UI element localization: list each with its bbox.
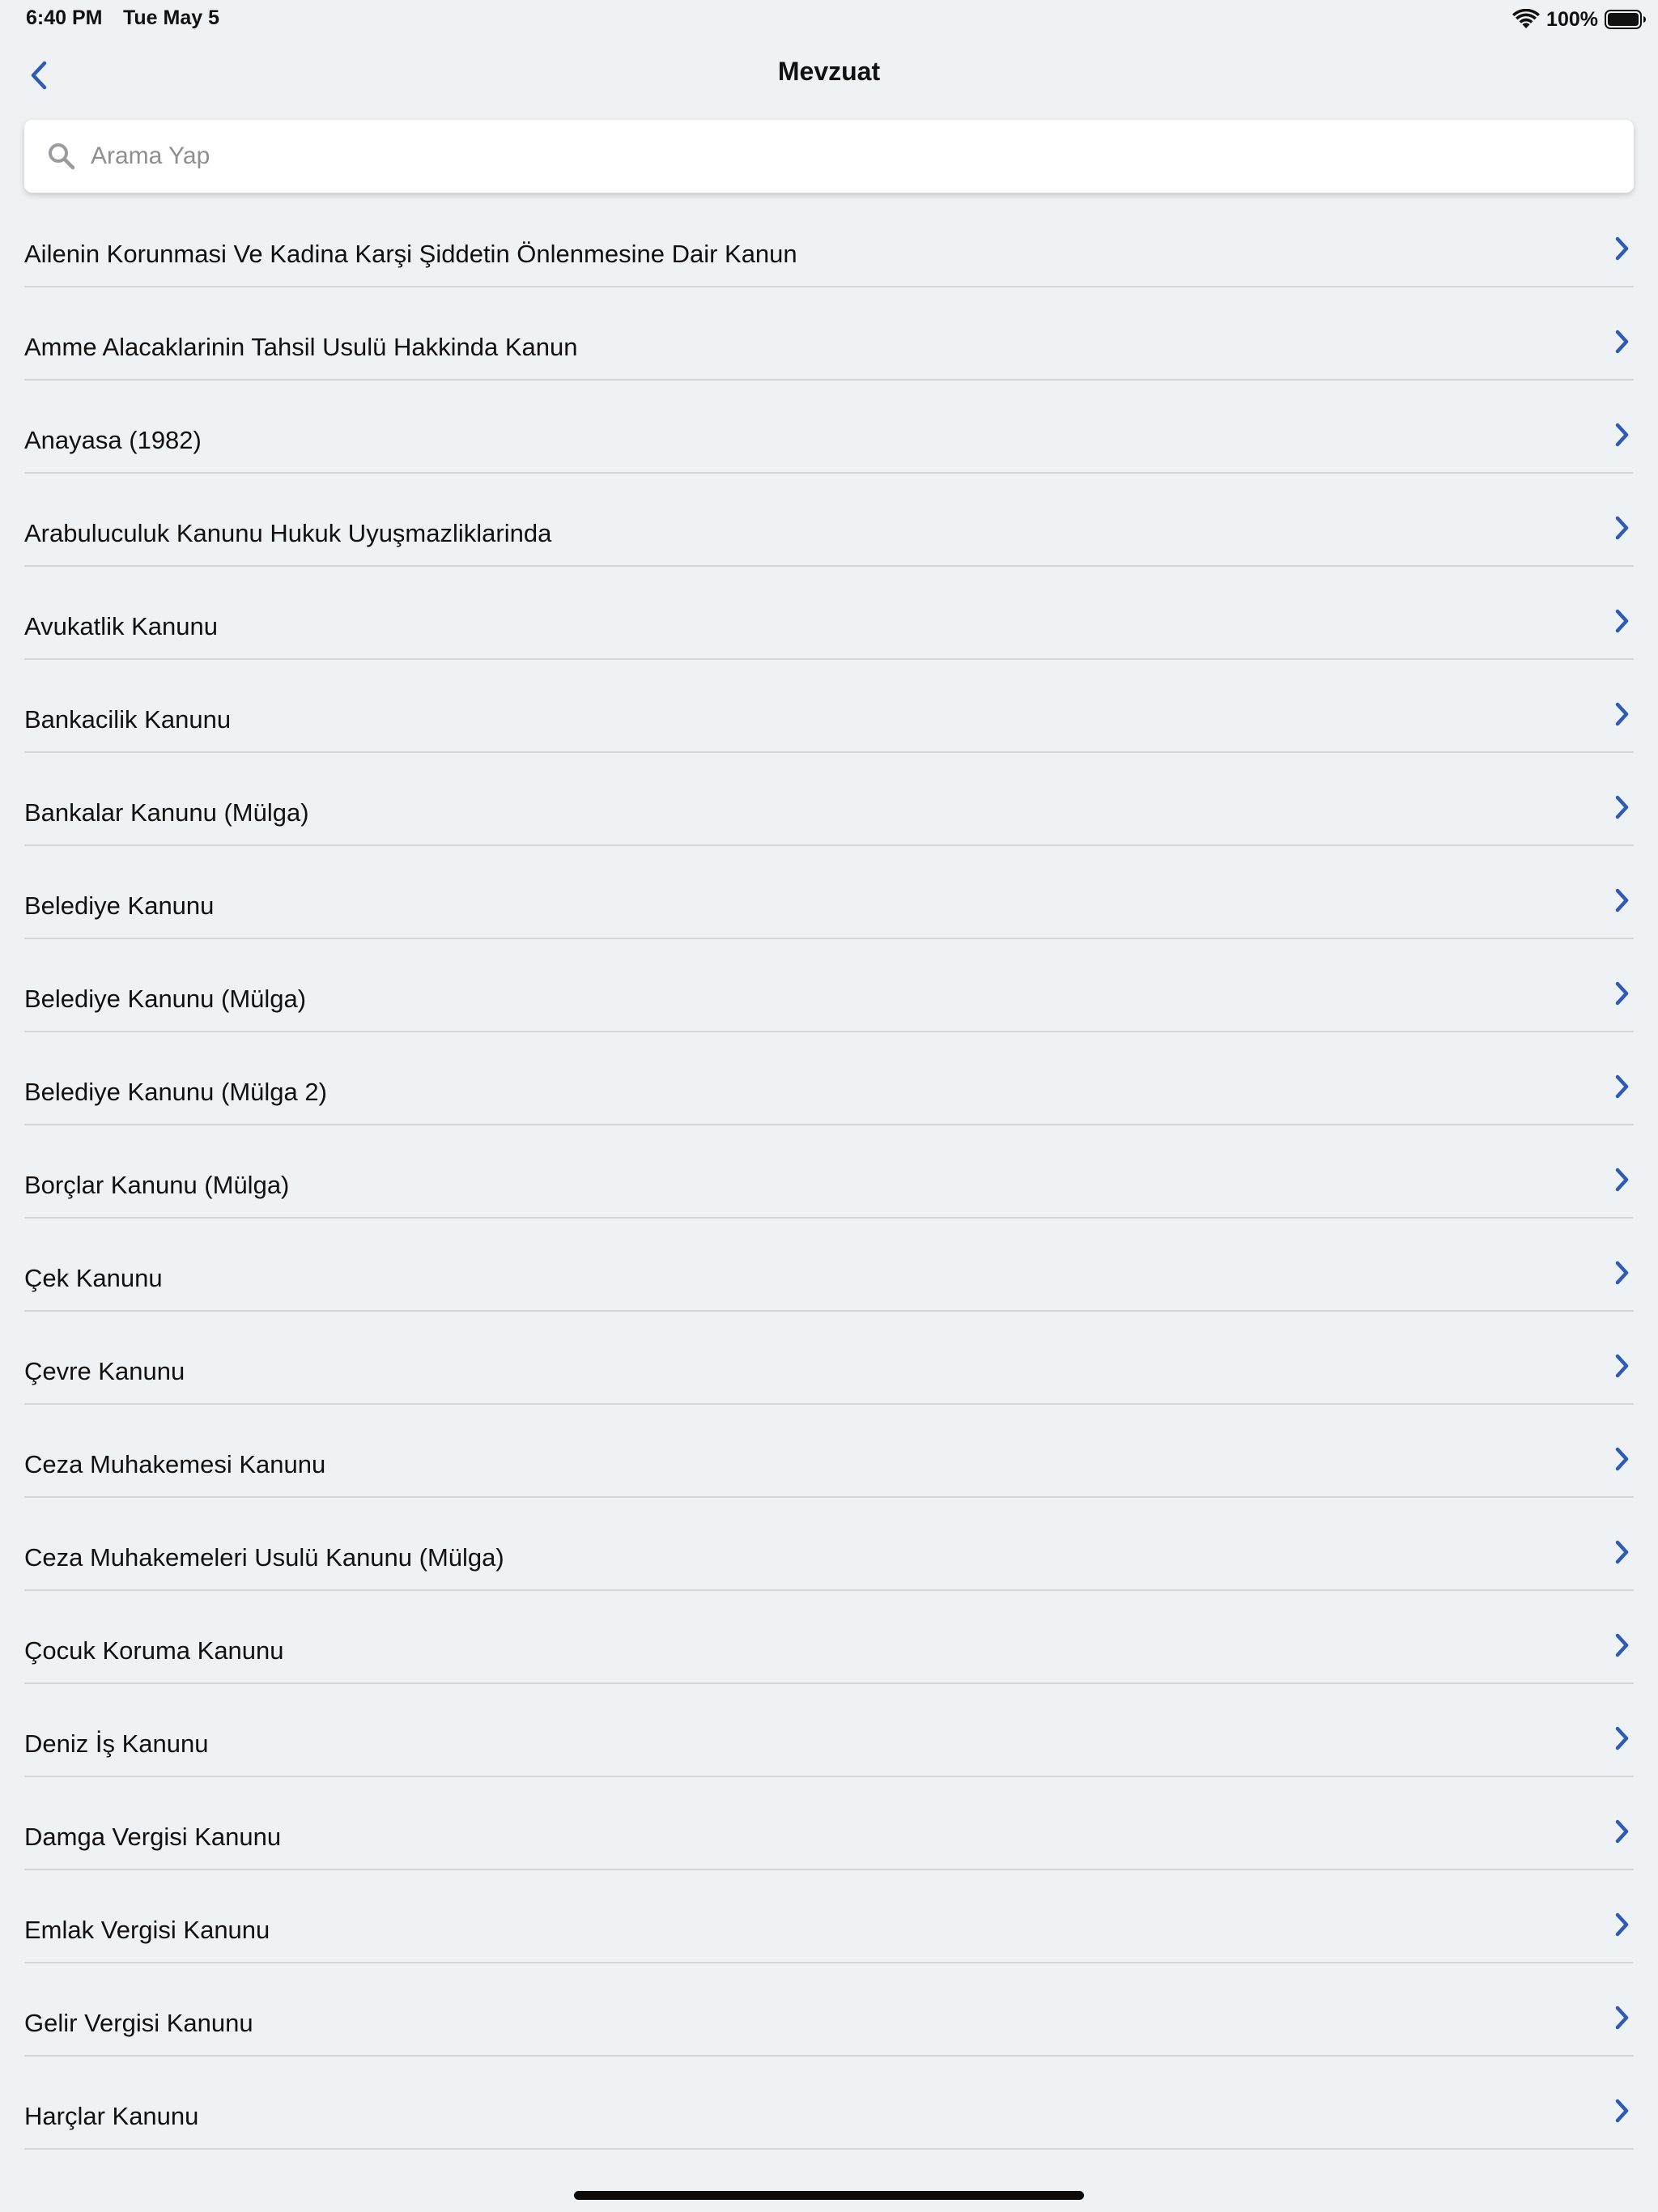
list-item-label: Belediye Kanunu (Mülga 2) [24, 1078, 327, 1106]
search-input[interactable] [91, 132, 1548, 181]
list-item-label: Anayasa (1982) [24, 426, 202, 454]
chevron-right-icon [1613, 793, 1632, 821]
navigation-bar [0, 39, 1658, 112]
list-item[interactable] [24, 1684, 1634, 1777]
chevron-right-icon [1613, 887, 1632, 914]
list-item-label: Çocuk Koruma Kanunu [24, 1636, 284, 1665]
list-item-label: Emlak Vergisi Kanunu [24, 1916, 270, 1944]
chevron-right-icon [1613, 1538, 1632, 1566]
list-item-label: Ailenin Korunmasi Ve Kadina Karşi Şiddetin Önlenmesine Dair Kanun [24, 240, 797, 268]
list-item[interactable] [24, 1777, 1634, 1870]
chevron-right-icon [1613, 1445, 1632, 1473]
list-item[interactable] [24, 1963, 1634, 2057]
list-item[interactable] [24, 1219, 1634, 1312]
list-item[interactable] [24, 753, 1634, 846]
list-item-label: Bankacilik Kanunu [24, 705, 232, 734]
list-item[interactable] [24, 660, 1634, 753]
legislation-list[interactable] [0, 194, 1658, 2154]
list-item[interactable] [24, 846, 1634, 939]
list-item[interactable] [24, 287, 1634, 381]
list-item[interactable] [24, 1870, 1634, 1963]
status-indicators [1512, 5, 1647, 34]
list-item-label: Borçlar Kanunu (Mülga) [24, 1171, 290, 1199]
chevron-right-icon [1613, 328, 1632, 355]
page-title: Mevzuat [777, 57, 881, 86]
chevron-right-icon [1613, 1259, 1632, 1287]
list-item[interactable] [24, 1312, 1634, 1405]
list-item-label: Belediye Kanunu (Mülga) [24, 985, 307, 1013]
chevron-right-icon [1613, 2097, 1632, 2125]
status-bar [0, 0, 1658, 39]
list-item[interactable] [24, 2057, 1634, 2150]
list-item-label: Belediye Kanunu [24, 891, 215, 920]
chevron-right-icon [1613, 2004, 1632, 2031]
battery-icon [1605, 9, 1647, 30]
list-item-label: Damga Vergisi Kanunu [24, 1823, 282, 1851]
chevron-right-icon [1613, 1818, 1632, 1845]
list-item-label: Avukatlik Kanunu [24, 612, 218, 640]
chevron-right-icon [1613, 1631, 1632, 1659]
list-item-label: Gelir Vergisi Kanunu [24, 2009, 253, 2037]
list-item-label: Ceza Muhakemesi Kanunu [24, 1450, 326, 1478]
chevron-right-icon [1613, 1073, 1632, 1100]
row-divider [24, 2148, 1634, 2150]
chevron-right-icon [1613, 514, 1632, 542]
list-item[interactable] [24, 474, 1634, 567]
list-item-label: Ceza Muhakemeleri Usulü Kanunu (Mülga) [24, 1543, 504, 1572]
status-date: Tue May 5 [123, 6, 220, 29]
chevron-right-icon [1613, 700, 1632, 728]
chevron-right-icon [1613, 1725, 1632, 1752]
wifi-icon [1512, 9, 1540, 30]
list-item[interactable] [24, 381, 1634, 474]
home-indicator[interactable] [574, 2191, 1084, 2200]
chevron-right-icon [1613, 980, 1632, 1007]
chevron-right-icon [1613, 1911, 1632, 1938]
list-item[interactable] [24, 1032, 1634, 1125]
list-item-label: Arabuluculuk Kanunu Hukuk Uyuşmazliklarinda [24, 519, 552, 547]
chevron-right-icon [1613, 607, 1632, 635]
list-item[interactable] [24, 1405, 1634, 1498]
list-item-label: Amme Alacaklarinin Tahsil Usulü Hakkinda Kanun [24, 333, 578, 361]
list-item[interactable] [24, 567, 1634, 660]
chevron-right-icon [1613, 421, 1632, 449]
list-item-label: Çevre Kanunu [24, 1357, 185, 1385]
list-item[interactable] [24, 194, 1634, 287]
list-item-label: Deniz İş Kanunu [24, 1729, 209, 1758]
chevron-right-icon [1613, 1352, 1632, 1380]
search-icon [47, 142, 76, 171]
status-time: 6:40 PM [26, 6, 103, 29]
list-item-label: Harçlar Kanunu [24, 2102, 199, 2130]
list-item[interactable] [24, 939, 1634, 1032]
search-bar[interactable] [24, 120, 1634, 193]
list-item[interactable] [24, 1591, 1634, 1684]
chevron-right-icon [1613, 1166, 1632, 1193]
chevron-right-icon [1613, 235, 1632, 262]
battery-percentage: 100% [1546, 7, 1598, 31]
list-item[interactable] [24, 1498, 1634, 1591]
list-item[interactable] [24, 1125, 1634, 1219]
list-item-label: Bankalar Kanunu (Mülga) [24, 798, 309, 827]
list-item-label: Çek Kanunu [24, 1264, 163, 1292]
